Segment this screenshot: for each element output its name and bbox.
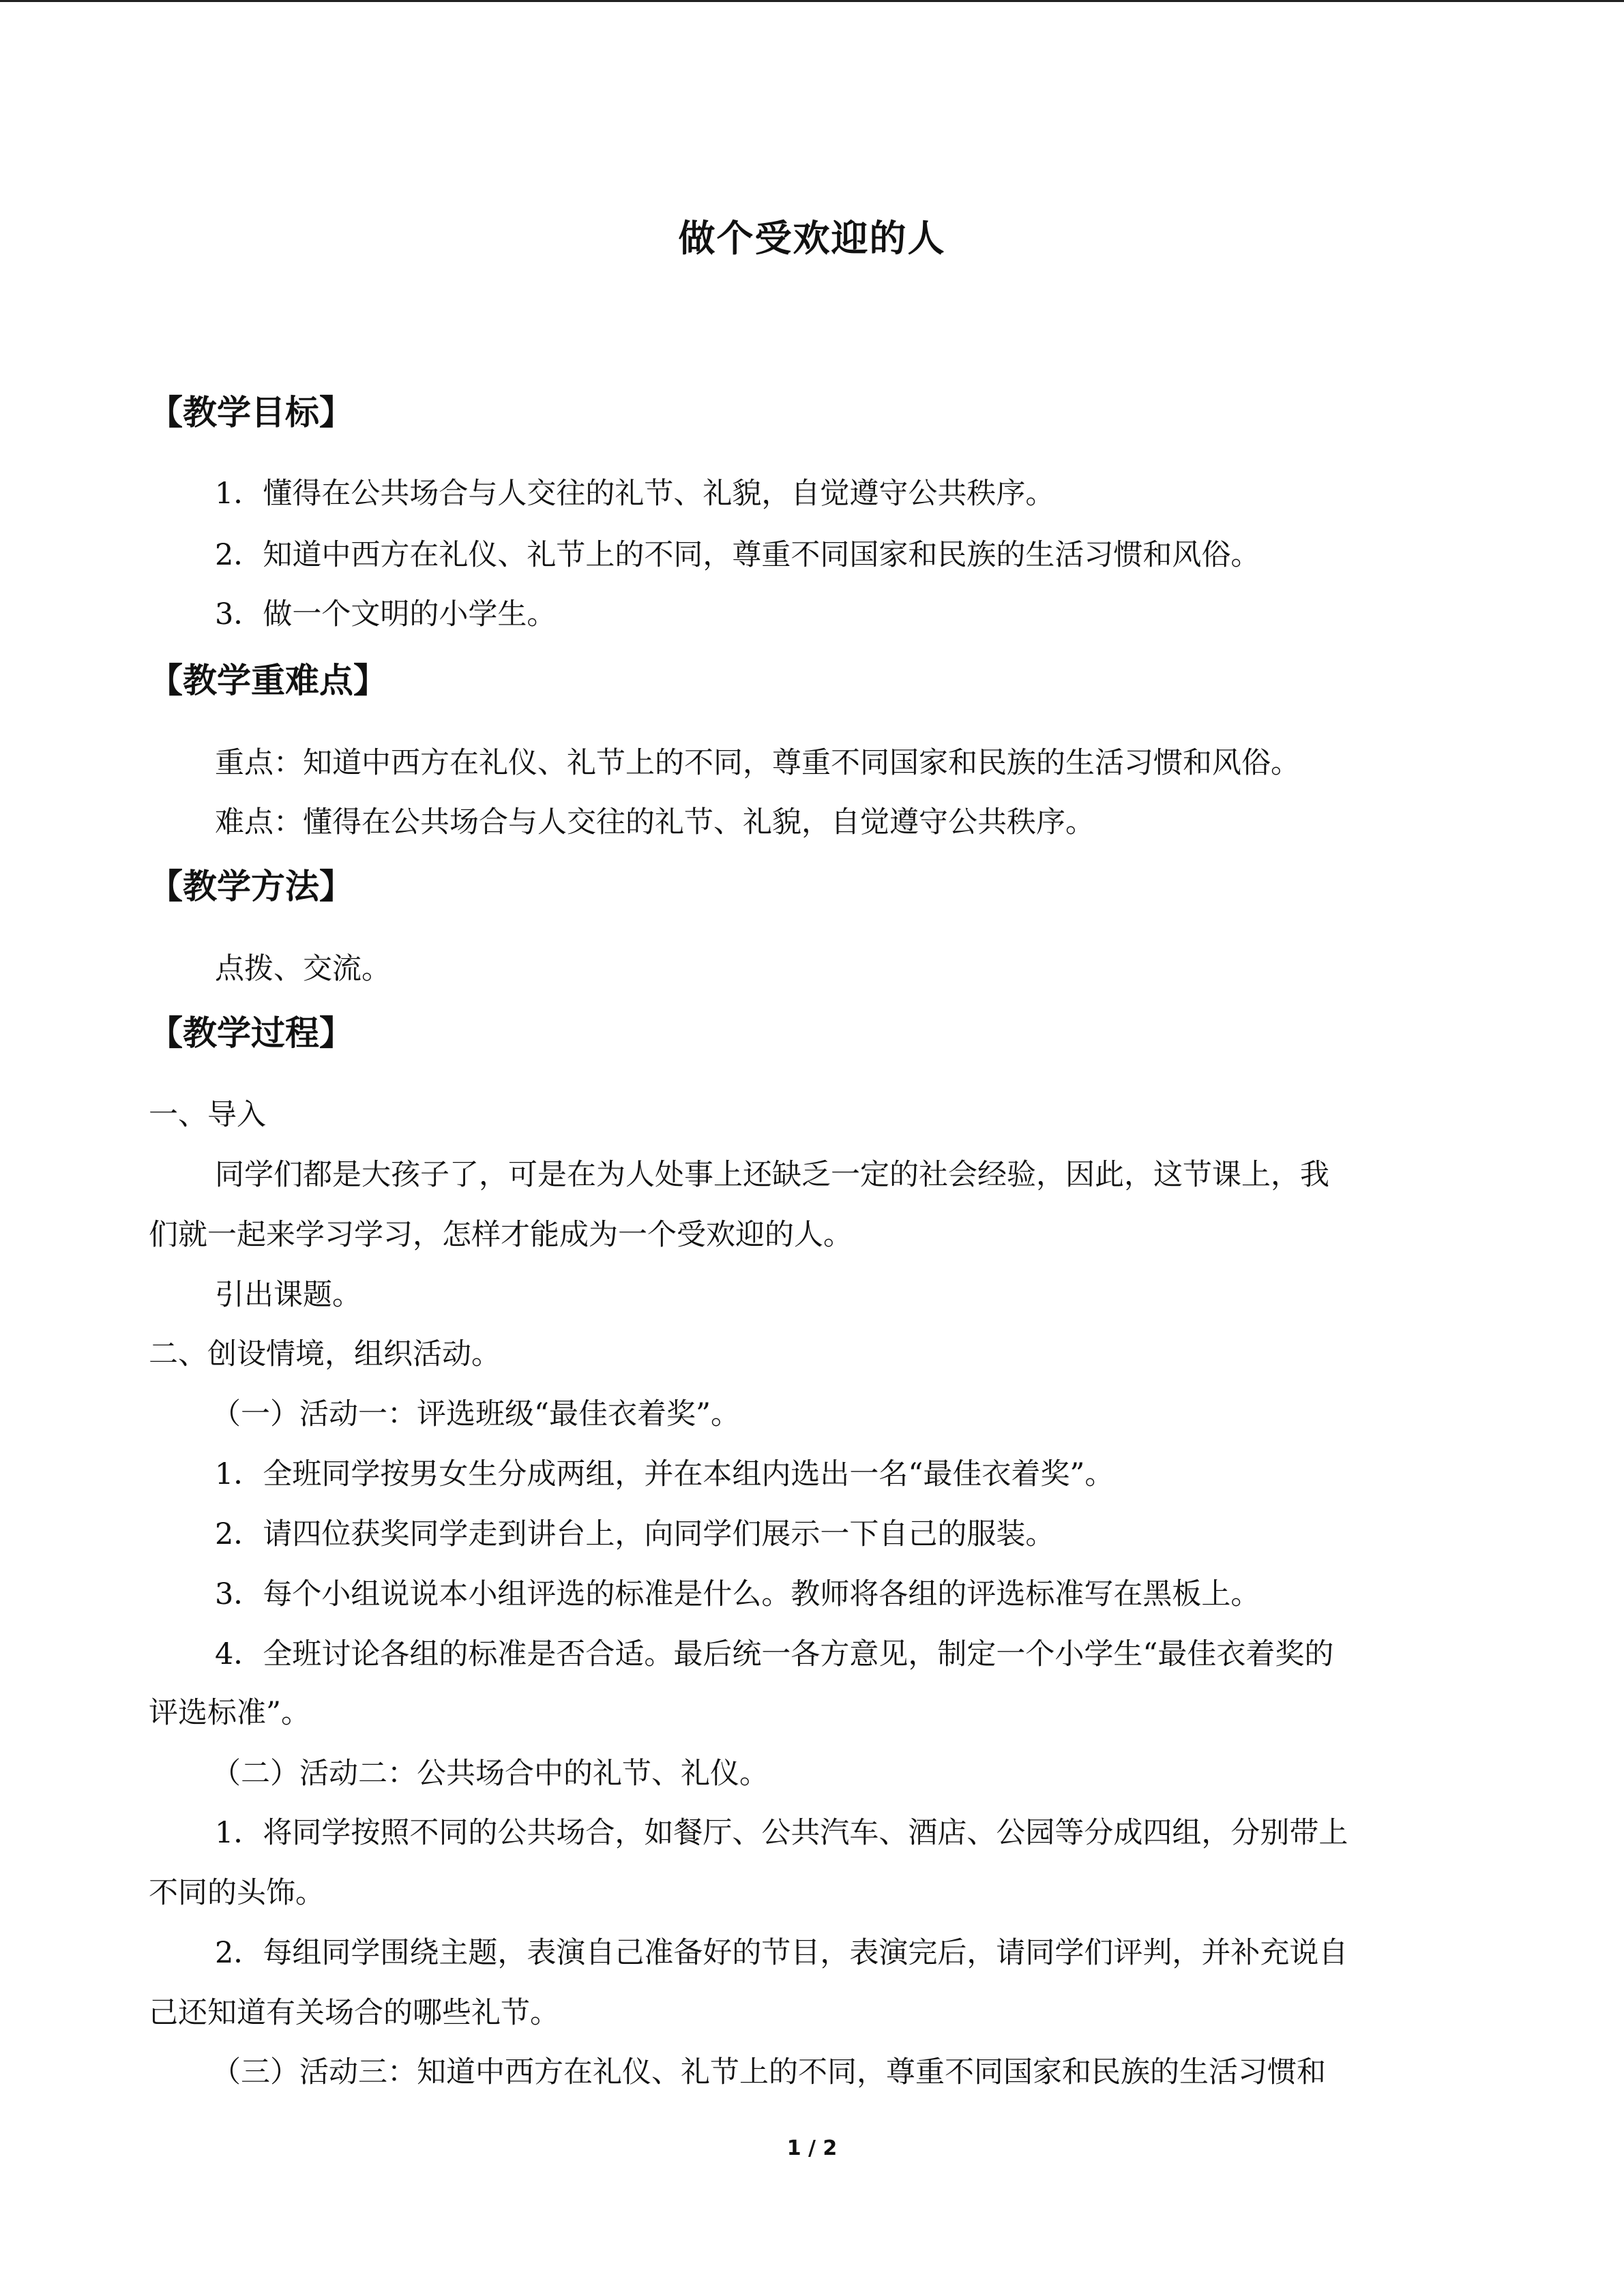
activity-item: 2．请四位获奖同学走到讲台上，向同学们展示一下自己的服装。: [215, 1517, 1055, 1551]
key-point-item: 重点：知道中西方在礼仪、礼节上的不同，尊重不同国家和民族的生活习惯和风俗。: [215, 746, 1300, 780]
section-title: 一、导入: [149, 1098, 266, 1132]
activity-item: 1．全班同学按男女生分成两组，并在本组内选出一名“最佳衣着奖”。: [215, 1457, 1114, 1491]
activity-item: 不同的头饰。: [149, 1876, 325, 1910]
heading-key-points: 【教学重难点】: [149, 661, 387, 700]
page-title: 做个受欢迎的人: [678, 217, 946, 260]
heading-objectives: 【教学目标】: [149, 393, 353, 432]
heading-process: 【教学过程】: [149, 1013, 353, 1053]
section-title: 二、创设情境，组织活动。: [149, 1337, 501, 1371]
objective-item: 3．做一个文明的小学生。: [215, 597, 557, 631]
activity-item: 3．每个小组说说本小组评选的标准是什么。教师将各组的评选标准写在黑板上。: [215, 1577, 1260, 1611]
activity-title: （一）活动一：评选班级“最佳衣着奖”。: [211, 1397, 740, 1431]
top-border: [0, 0, 1624, 2]
heading-methods: 【教学方法】: [149, 867, 353, 906]
objective-item: 2．知道中西方在礼仪、礼节上的不同，尊重不同国家和民族的生活习惯和风俗。: [215, 538, 1260, 572]
paragraph-line: 同学们都是大孩子了，可是在为人处事上还缺乏一定的社会经验，因此，这节课上，我: [215, 1158, 1329, 1192]
activity-title: （三）活动三：知道中西方在礼仪、礼节上的不同，尊重不同国家和民族的生活习惯和: [211, 2055, 1326, 2089]
activity-item: 2．每组同学围绕主题，表演自己准备好的节目，表演完后，请同学们评判，并补充说自: [215, 1936, 1348, 1970]
methods-text: 点拨、交流。: [215, 952, 391, 986]
activity-title: （二）活动二：公共场合中的礼节、礼仪。: [211, 1757, 769, 1791]
key-point-item: 难点：懂得在公共场合与人交往的礼节、礼貌，自觉遵守公共秩序。: [215, 805, 1095, 839]
activity-item: 己还知道有关场合的哪些礼节。: [149, 1996, 559, 2030]
paragraph-line: 引出课题。: [215, 1278, 361, 1312]
activity-item: 评选标准”。: [149, 1696, 310, 1730]
paragraph-line: 们就一起来学习学习，怎样才能成为一个受欢迎的人。: [149, 1218, 853, 1252]
activity-item: 1．将同学按照不同的公共场合，如餐厅、公共汽车、酒店、公园等分成四组，分别带上: [215, 1816, 1348, 1850]
page-number: 1 / 2: [786, 2136, 838, 2160]
activity-item: 4．全班讨论各组的标准是否合适。最后统一各方意见，制定一个小学生“最佳衣着奖的: [215, 1637, 1334, 1671]
objective-item: 1．懂得在公共场合与人交往的礼节、礼貌，自觉遵守公共秩序。: [215, 477, 1055, 511]
